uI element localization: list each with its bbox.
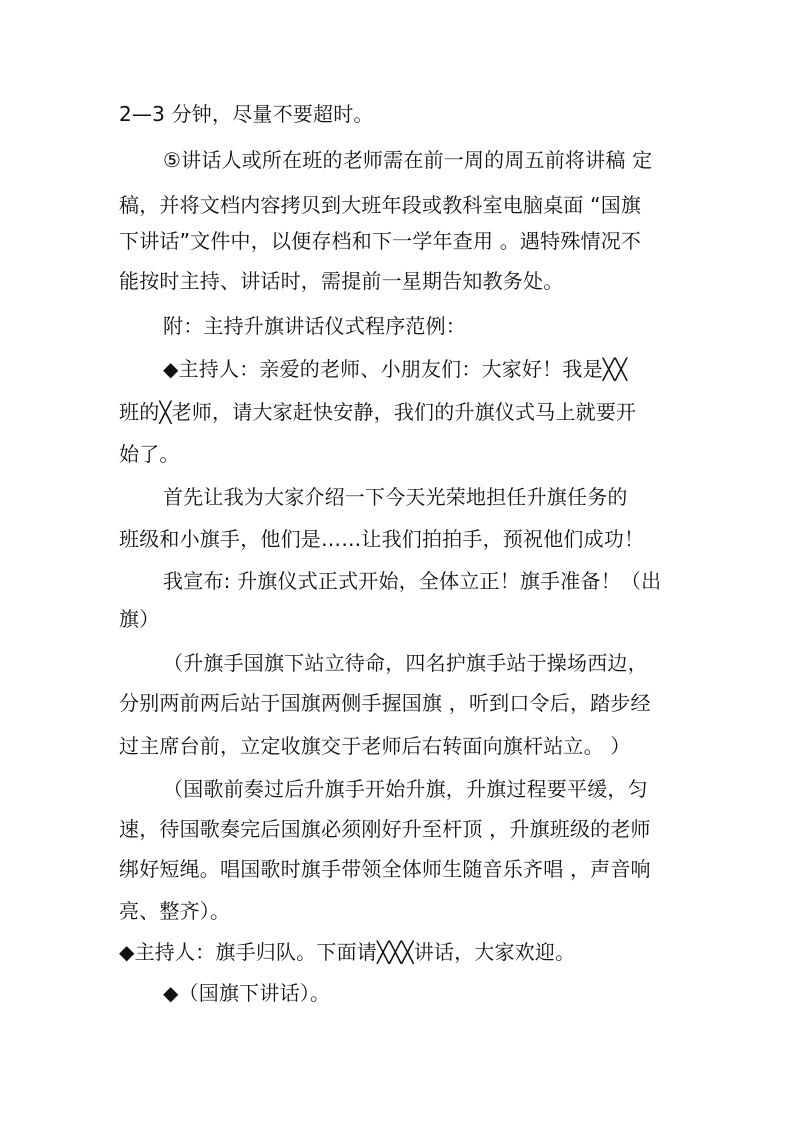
text-line-19: 绑好短绳。唱国歌时旗手带领全体师生随音乐齐唱 ，声音响: [119, 857, 651, 881]
text-line-22: ◆（国旗下讲话）。: [163, 981, 331, 1005]
text-line-6: 附：主持升旗讲话仪式程序范例：: [163, 314, 466, 338]
text-line-11: 班级和小旗手，他们是……让我们拍拍手，预祝他们成功！: [119, 527, 645, 551]
text-line-3: 稿，并将文档内容拷贝到大班年段或教科室电脑桌面 “国旗: [119, 193, 642, 217]
text-line-18: 速，待国歌奏完后国旗必须刚好升至杆顶 ，升旗班级的老师: [119, 817, 651, 841]
text-line-12: 我宣布: 升旗仪式正式开始，全体立正！旗手准备！（出: [163, 569, 662, 593]
text-line-14: （升旗手国旗下站立待命，四名护旗手站于操场西边，: [163, 651, 648, 675]
text-line-5: 能按时主持、讲话时，需提前一星期告知教务处。: [119, 269, 564, 293]
text-line-21: ◆主持人：旗手归队。下面请╳╳╳讲话，大家欢迎。: [119, 940, 576, 964]
text-line-10: 首先让我为大家介绍一下今天光荣地担任升旗任务的: [163, 485, 628, 509]
text-line-4: 下讲话”文件中，以便存档和下一学年查用 。遇特殊情况不: [119, 229, 642, 253]
text-line-16: 过主席台前，立定收旗交于老师后右转面向旗杆站立。 ）: [119, 734, 631, 758]
text-line-8: 班的╳老师，请大家赶快安静，我们的升旗仪式马上就要开: [119, 400, 637, 424]
text-line-9: 始了。: [119, 442, 180, 466]
text-line-15: 分别两前两后站于国旗两侧手握国旗 ，听到口令后，踏步经: [119, 691, 651, 715]
text-line-1: 2—3 分钟，尽量不要超时。: [119, 102, 374, 126]
text-line-2: ⑤讲话人或所在班的老师需在前一周的周五前将讲稿 定: [163, 148, 653, 172]
text-line-13: 旗）: [119, 607, 160, 631]
text-line-7: ◆主持人：亲爱的老师、小朋友们：大家好！我是╳╳: [163, 357, 628, 381]
text-line-20: 亮、整齐）。: [119, 899, 231, 923]
text-line-17: （国歌前奏过后升旗手开始升旗，升旗过程要平缓，匀: [163, 777, 648, 801]
